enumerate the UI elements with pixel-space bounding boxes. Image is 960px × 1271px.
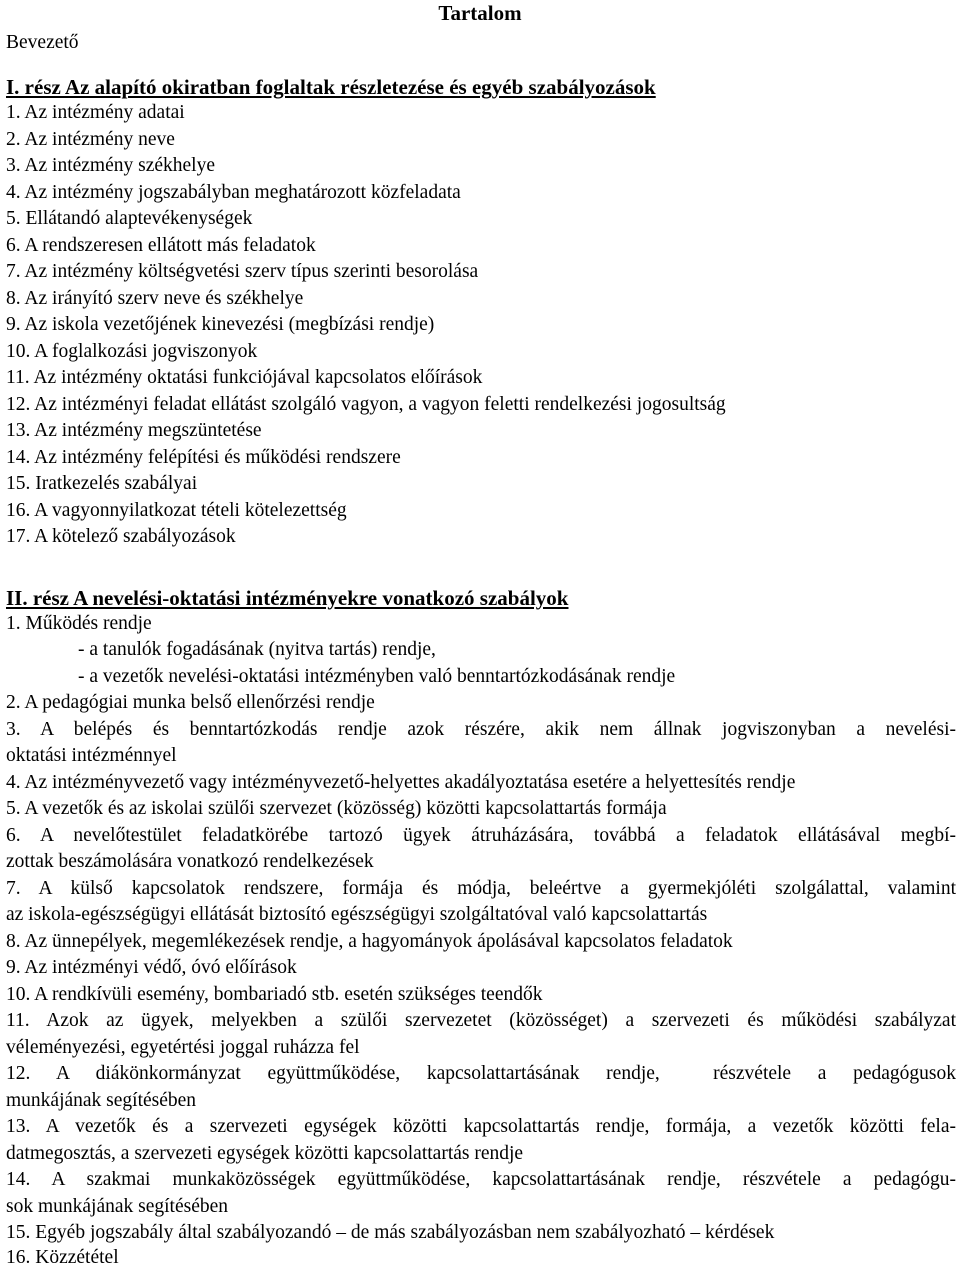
toc-item: 10. A foglalkozási jogviszonyok	[6, 340, 258, 362]
toc-item-line: 13. A vezetők és a szervezeti egységek közötti kapcsolattartás rendje, formája, a vezetők közötti fela-	[6, 1116, 956, 1137]
toc-item: 9. Az intézményi védő, óvó előírások	[6, 957, 297, 978]
toc-item: 8. Az irányító szerv neve és székhelye	[6, 287, 304, 309]
toc-item: 15. Iratkezelés szabályai	[6, 473, 198, 494]
toc-item: 4. Az intézmény jogszabályban meghatározott közfeladata	[6, 181, 461, 203]
toc-item: 16. Közzététel	[6, 1247, 119, 1268]
toc-item: 6. A rendszeresen ellátott más feladatok	[6, 234, 316, 256]
toc-item-line: 7. A külső kapcsolatok rendszere, formája és módja, beleértve a gyermekjóléti szolgálattal, valamint	[6, 877, 956, 899]
toc-item: 8. Az ünnepélyek, megemlékezések rendje, a hagyományok ápolásával kapcsolatos feladatok	[6, 930, 733, 952]
toc-item-line: zottak beszámolására vonatkozó rendelkezések	[6, 851, 374, 872]
toc-item-line: véleményezési, egyetértési joggal ruházza fel	[6, 1036, 360, 1058]
toc-item-line: datmegosztás, a szervezeti egységek közötti kapcsolattartás rendje	[6, 1142, 524, 1164]
toc-item: 7. Az intézmény költségvetési szerv típus szerinti besorolása	[6, 261, 479, 282]
toc-item: 10. A rendkívüli esemény, bombariadó stb. esetén szükséges teendők	[6, 983, 543, 1005]
toc-item: 2. Az intézmény neve	[6, 128, 175, 150]
toc-item-line: 3. A belépés és benntartózkodás rendje azok részére, akik nem állnak jogviszonyban a nevelési-	[6, 718, 956, 740]
toc-item-line: 14. A szakmai munkaközösségek együttműködése, kapcsolattartásának rendje, részvétele a pedagógu-	[6, 1169, 956, 1190]
toc-item: 5. Ellátandó alaptevékenységek	[6, 208, 253, 229]
toc-item-line: 12. A diákönkormányzat együttműködése, kapcsolattartásának rendje, részvétele a pedagógusok	[6, 1063, 956, 1084]
intro-entry: Bevezető	[6, 32, 79, 53]
toc-item: 3. Az intézmény székhelye	[6, 155, 216, 176]
toc-item-line: oktatási intézménnyel	[6, 745, 177, 766]
toc-item-line: az iskola-egészségügyi ellátását biztosító egészségügyi szolgáltatóval való kapcsolattartás	[6, 904, 708, 925]
toc-item: 15. Egyéb jogszabály által szabályozandó – de más szabályozásban nem szabályozható – kérdések	[6, 1222, 775, 1243]
toc-subitem: - a vezetők nevelési-oktatási intézményben való benntartózkodásának rendje	[78, 665, 676, 687]
toc-item: 9. Az iskola vezetőjének kinevezési (megbízási rendje)	[6, 314, 435, 335]
part1-heading: I. rész Az alapító okiratban foglaltak részletezése és egyéb szabályozások	[6, 75, 656, 99]
toc-item: 1. Az intézmény adatai	[6, 102, 185, 123]
toc-item: 12. Az intézményi feladat ellátást szolgáló vagyon, a vagyon feletti rendelkezési jogosultság	[6, 393, 726, 415]
part2-heading: II. rész A nevelési-oktatási intézményekre vonatkozó szabályok	[6, 586, 569, 610]
page-title: Tartalom	[438, 1, 522, 25]
toc-item: 1. Működés rendje	[6, 613, 152, 634]
toc-subitem: - a tanulók fogadásának (nyitva tartás) rendje,	[78, 639, 436, 660]
toc-item-line: 6. A nevelőtestület feladatkörébe tartozó ügyek átruházására, továbbá a feladatok ellátásával megbí-	[6, 824, 956, 846]
toc-item: 4. Az intézményvezető vagy intézményvezető-helyettes akadályoztatása esetére a helyettesítés rendje	[6, 771, 796, 793]
toc-item-line: sok munkájának segítésében	[6, 1195, 229, 1217]
toc-item: 16. A vagyonnyilatkozat tételi kötelezettség	[6, 499, 347, 521]
toc-item: 17. A kötelező szabályozások	[6, 526, 236, 547]
toc-item: 5. A vezetők és az iskolai szülői szervezet (közösség) közötti kapcsolattartás formája	[6, 798, 667, 819]
toc-item: 2. A pedagógiai munka belső ellenőrzési rendje	[6, 692, 375, 713]
toc-item: 11. Az intézmény oktatási funkciójával kapcsolatos előírások	[6, 367, 483, 388]
toc-item: 13. Az intézmény megszüntetése	[6, 420, 262, 441]
toc-item-line: munkájának segítésében	[6, 1089, 197, 1111]
toc-item-line: 11. Azok az ügyek, melyekben a szülői szervezetet (közösséget) a szervezeti és működési szabályzat	[6, 1010, 956, 1031]
toc-item: 14. Az intézmény felépítési és működési rendszere	[6, 446, 401, 468]
